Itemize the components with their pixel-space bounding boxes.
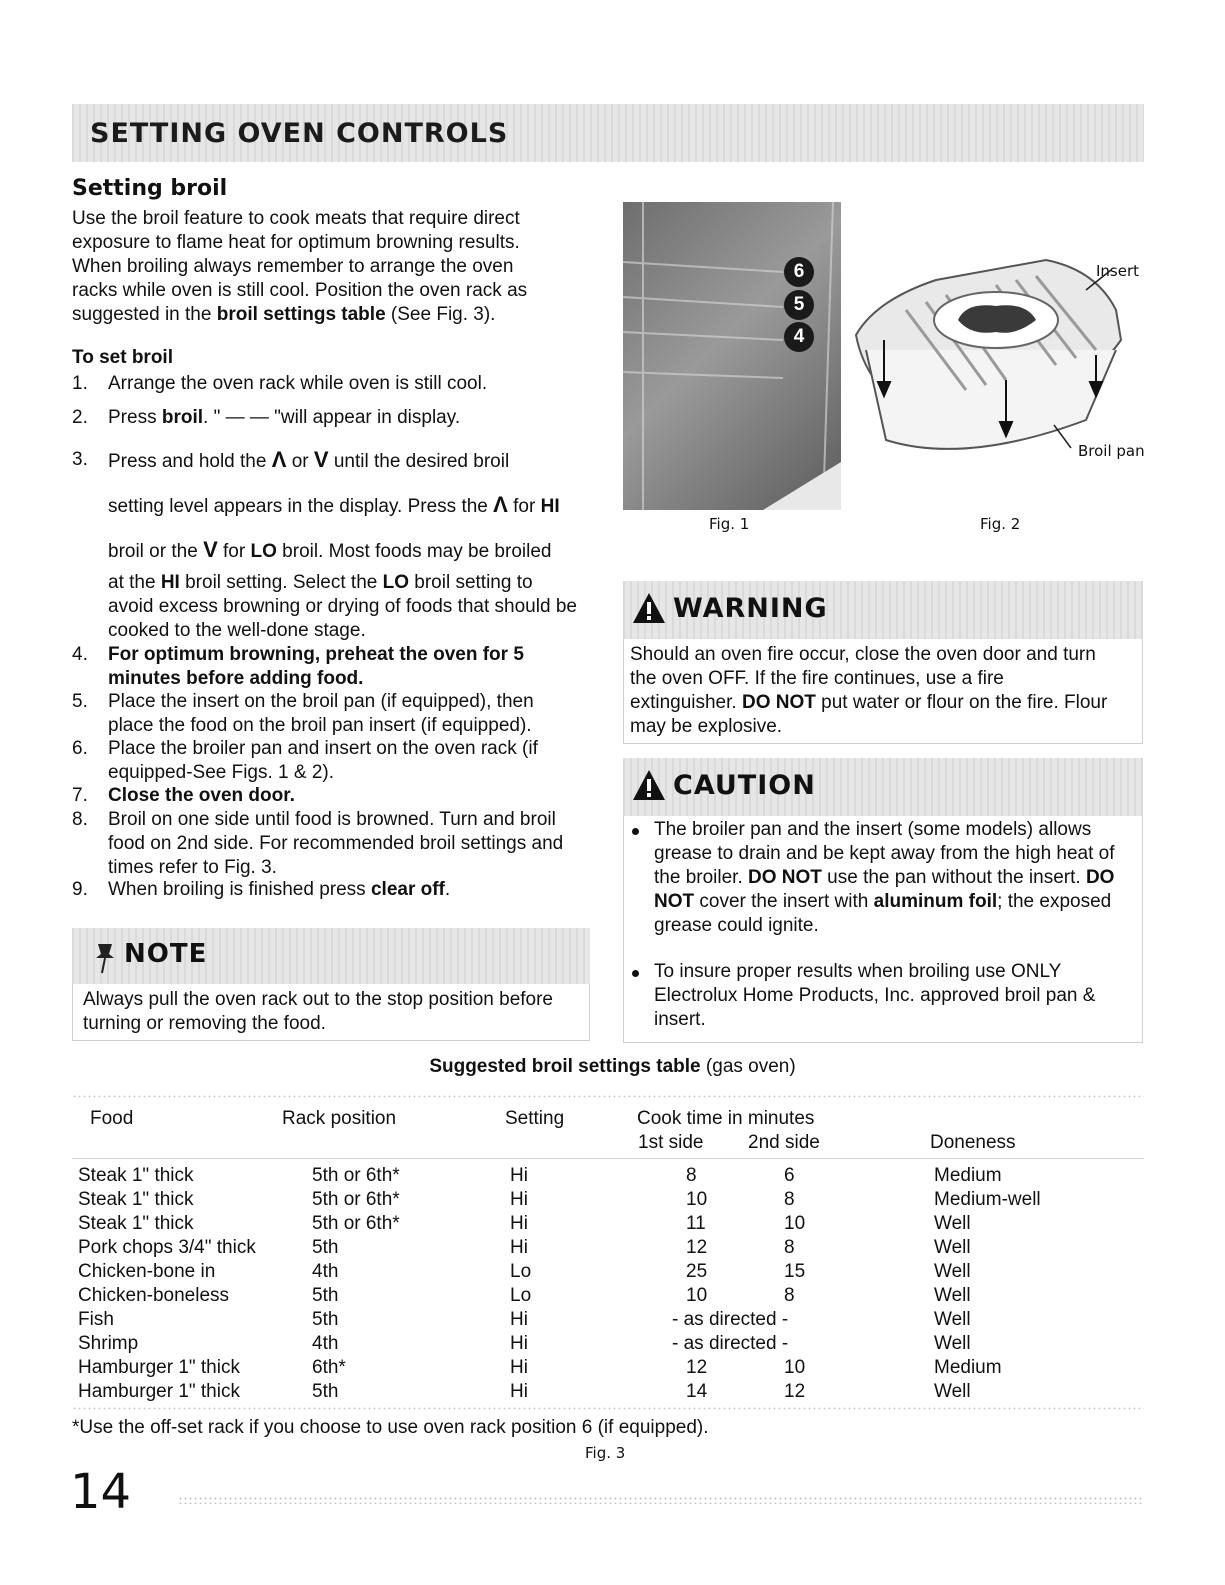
- cell-setting: Lo: [510, 1261, 532, 1282]
- table-row: [0, 1236, 1225, 1260]
- table-row: [0, 1284, 1225, 1308]
- note-title: NOTE: [124, 939, 208, 969]
- caution-line: The broiler pan and the insert (some models) allows: [654, 819, 1092, 840]
- table-row: [0, 1308, 1225, 1332]
- cell-food: Steak 1" thick: [78, 1165, 194, 1186]
- cell-setting: Hi: [510, 1189, 528, 1210]
- cell-food: Hamburger 1" thick: [78, 1381, 240, 1402]
- cell-rack: 5th: [312, 1237, 339, 1258]
- insert-label: Insert: [1096, 262, 1140, 280]
- caution-line: the broiler. DO NOT use the pan without the insert. DO: [654, 867, 1115, 888]
- note-line: turning or removing the food.: [83, 1013, 326, 1034]
- rack-marker-4: 4: [784, 322, 814, 352]
- table-row: [0, 1356, 1225, 1380]
- cell-food: Chicken-boneless: [78, 1285, 230, 1306]
- down-arrow-icon: V: [203, 537, 218, 562]
- cell-doneness: Well: [934, 1309, 971, 1330]
- col-header-food: Food: [90, 1108, 134, 1129]
- cell-s1: 12: [686, 1357, 708, 1378]
- pushpin-icon: [92, 940, 118, 979]
- table-top-rule: [72, 1094, 1144, 1100]
- cell-s1: 25: [686, 1261, 708, 1282]
- table-row: [0, 1212, 1225, 1236]
- cell-doneness: Medium: [934, 1165, 1002, 1186]
- cell-food: Steak 1" thick: [78, 1189, 194, 1210]
- cell-rack: 6th*: [312, 1357, 346, 1378]
- cell-s2: 12: [784, 1381, 806, 1402]
- cell-rack: 5th: [312, 1381, 339, 1402]
- up-arrow-icon: Λ: [493, 492, 508, 517]
- cell-doneness: Well: [934, 1333, 971, 1354]
- caution-header: [623, 758, 1143, 816]
- to-set-broil-subheading: To set broil: [72, 347, 173, 368]
- table-footnote: *Use the off-set rack if you choose to use oven rack position 6 (if equipped).: [72, 1417, 709, 1438]
- cell-setting: Hi: [510, 1213, 528, 1234]
- header-rule: [72, 1158, 1144, 1159]
- cell-food: Shrimp: [78, 1333, 139, 1354]
- cell-s2: 10: [784, 1357, 806, 1378]
- cell-rack: 5th or 6th*: [312, 1213, 400, 1234]
- table-row: [0, 1332, 1225, 1356]
- table-body: [0, 1164, 1225, 1408]
- intro-line: exposure to flame heat for optimum browning results.: [72, 232, 520, 253]
- note-header: [72, 928, 590, 984]
- cell-food: Fish: [78, 1309, 114, 1330]
- caution-line: Electrolux Home Products, Inc. approved broil pan &: [654, 985, 1096, 1006]
- cell-rack: 5th or 6th*: [312, 1189, 400, 1210]
- cell-s1: 10: [686, 1285, 708, 1306]
- broil-pan-label: Broil pan: [1078, 442, 1145, 460]
- cell-food: Pork chops 3/4" thick: [78, 1237, 256, 1258]
- cell-rack: 4th: [312, 1261, 339, 1282]
- intro-line: When broiling always remember to arrange the oven: [72, 256, 514, 277]
- step-3-cont-1: setting level appears in the display. Press the Λ for HI: [108, 492, 560, 517]
- cell-food: Chicken-bone in: [78, 1261, 216, 1282]
- cell-doneness: Well: [934, 1213, 971, 1234]
- cell-s2: 8: [784, 1237, 795, 1258]
- fig1-label: Fig. 1: [709, 515, 750, 533]
- cell-span: - as directed -: [672, 1333, 789, 1354]
- fig1-oven-racks-image: [623, 202, 841, 510]
- step-3-cont-2: broil or the V for LO broil. Most foods may be broiled: [108, 537, 552, 562]
- warning-box: [623, 639, 1143, 744]
- cell-food: Steak 1" thick: [78, 1213, 194, 1234]
- cell-s2: 15: [784, 1261, 806, 1282]
- page-number: 14: [70, 1464, 132, 1520]
- cell-s2: 10: [784, 1213, 806, 1234]
- cell-doneness: Medium-well: [934, 1189, 1041, 1210]
- warning-header: [623, 581, 1143, 639]
- col-header-doneness: Doneness: [930, 1132, 1016, 1153]
- fig2-label: Fig. 2: [980, 515, 1021, 533]
- warning-line: the oven OFF. If the fire continues, use a fire: [630, 668, 1004, 689]
- warning-line: extinguisher. DO NOT put water or flour on the fire. Flour: [630, 692, 1108, 713]
- cell-rack: 5th: [312, 1309, 339, 1330]
- warning-triangle-icon: [631, 591, 667, 630]
- warning-line: Should an oven fire occur, close the oven door and turn: [630, 644, 1096, 665]
- note-box: [72, 984, 590, 1041]
- intro-paragraph: [72, 207, 612, 327]
- intro-line: Use the broil feature to cook meats that require direct: [72, 208, 520, 229]
- down-arrow-icon: V: [313, 447, 329, 472]
- bullet-icon: [632, 970, 639, 977]
- step-3-cont-3: at the HI broil setting. Select the LO broil setting to avoid excess browning or drying of foods that should be cooked to the well-done stage.: [108, 572, 577, 641]
- cell-s1: 12: [686, 1237, 708, 1258]
- caution-line: grease to drain and be kept away from the high heat of: [654, 843, 1115, 864]
- col-header-first-side: 1st side: [638, 1132, 704, 1153]
- caution-box: [623, 816, 1143, 1043]
- caution-line: grease could ignite.: [654, 915, 819, 936]
- note-line: Always pull the oven rack out to the stop position before: [83, 989, 553, 1010]
- setting-broil-heading: Setting broil: [72, 176, 228, 201]
- cell-food: Hamburger 1" thick: [78, 1357, 240, 1378]
- cell-setting: Hi: [510, 1237, 528, 1258]
- cell-s1: 14: [686, 1381, 708, 1402]
- caution-line: To insure proper results when broiling use ONLY: [654, 961, 1062, 982]
- bullet-icon: [632, 828, 639, 835]
- cell-s1: 10: [686, 1189, 708, 1210]
- footer-rule: [178, 1496, 1144, 1504]
- cell-setting: Hi: [510, 1381, 528, 1402]
- table-row: [0, 1380, 1225, 1404]
- rack-marker-5: 5: [784, 290, 814, 320]
- cell-setting: Hi: [510, 1309, 528, 1330]
- cell-doneness: Medium: [934, 1357, 1002, 1378]
- col-header-second-side: 2nd side: [748, 1132, 820, 1153]
- cell-span: - as directed -: [672, 1309, 789, 1330]
- up-arrow-icon: Λ: [271, 447, 287, 472]
- cell-setting: Lo: [510, 1285, 532, 1306]
- cell-setting: Hi: [510, 1165, 528, 1186]
- col-header-cook-time: Cook time in minutes: [637, 1108, 815, 1129]
- cell-doneness: Well: [934, 1237, 971, 1258]
- cell-rack: 4th: [312, 1333, 339, 1354]
- cell-doneness: Well: [934, 1381, 971, 1402]
- cell-s2: 8: [784, 1285, 795, 1306]
- col-header-rack: Rack position: [282, 1108, 397, 1129]
- table-row: [0, 1260, 1225, 1284]
- intro-line: suggested in the broil settings table (See Fig. 3).: [72, 304, 496, 325]
- cell-setting: Hi: [510, 1333, 528, 1354]
- cell-s1: 8: [686, 1165, 697, 1186]
- cell-doneness: Well: [934, 1285, 971, 1306]
- warning-line: may be explosive.: [630, 716, 783, 737]
- table-bottom-rule: [72, 1406, 1144, 1412]
- cell-s2: 6: [784, 1165, 795, 1186]
- step-3: 3. Press and hold the Λ or V until the desired broil: [72, 447, 510, 472]
- caution-title: CAUTION: [673, 770, 816, 801]
- cell-rack: 5th: [312, 1285, 339, 1306]
- rack-marker-6: 6: [784, 257, 814, 287]
- table-row: [0, 1164, 1225, 1188]
- table-title: Suggested broil settings table (gas oven): [429, 1056, 796, 1077]
- caution-line: NOT cover the insert with aluminum foil; the exposed: [654, 891, 1112, 912]
- fig3-label: Fig. 3: [585, 1444, 626, 1462]
- cell-setting: Hi: [510, 1357, 528, 1378]
- section-title: SETTING OVEN CONTROLS: [90, 118, 509, 149]
- col-header-setting: Setting: [505, 1108, 565, 1129]
- section-header: [72, 104, 1144, 162]
- cell-s1: 11: [686, 1213, 706, 1234]
- caution-line: insert.: [654, 1009, 706, 1030]
- table-row: [0, 1188, 1225, 1212]
- warning-title: WARNING: [673, 593, 828, 624]
- cell-rack: 5th or 6th*: [312, 1165, 400, 1186]
- cell-doneness: Well: [934, 1261, 971, 1282]
- caution-triangle-icon: [631, 768, 667, 807]
- intro-line: racks while oven is still cool. Position the oven rack as: [72, 280, 528, 301]
- cell-s2: 8: [784, 1189, 795, 1210]
